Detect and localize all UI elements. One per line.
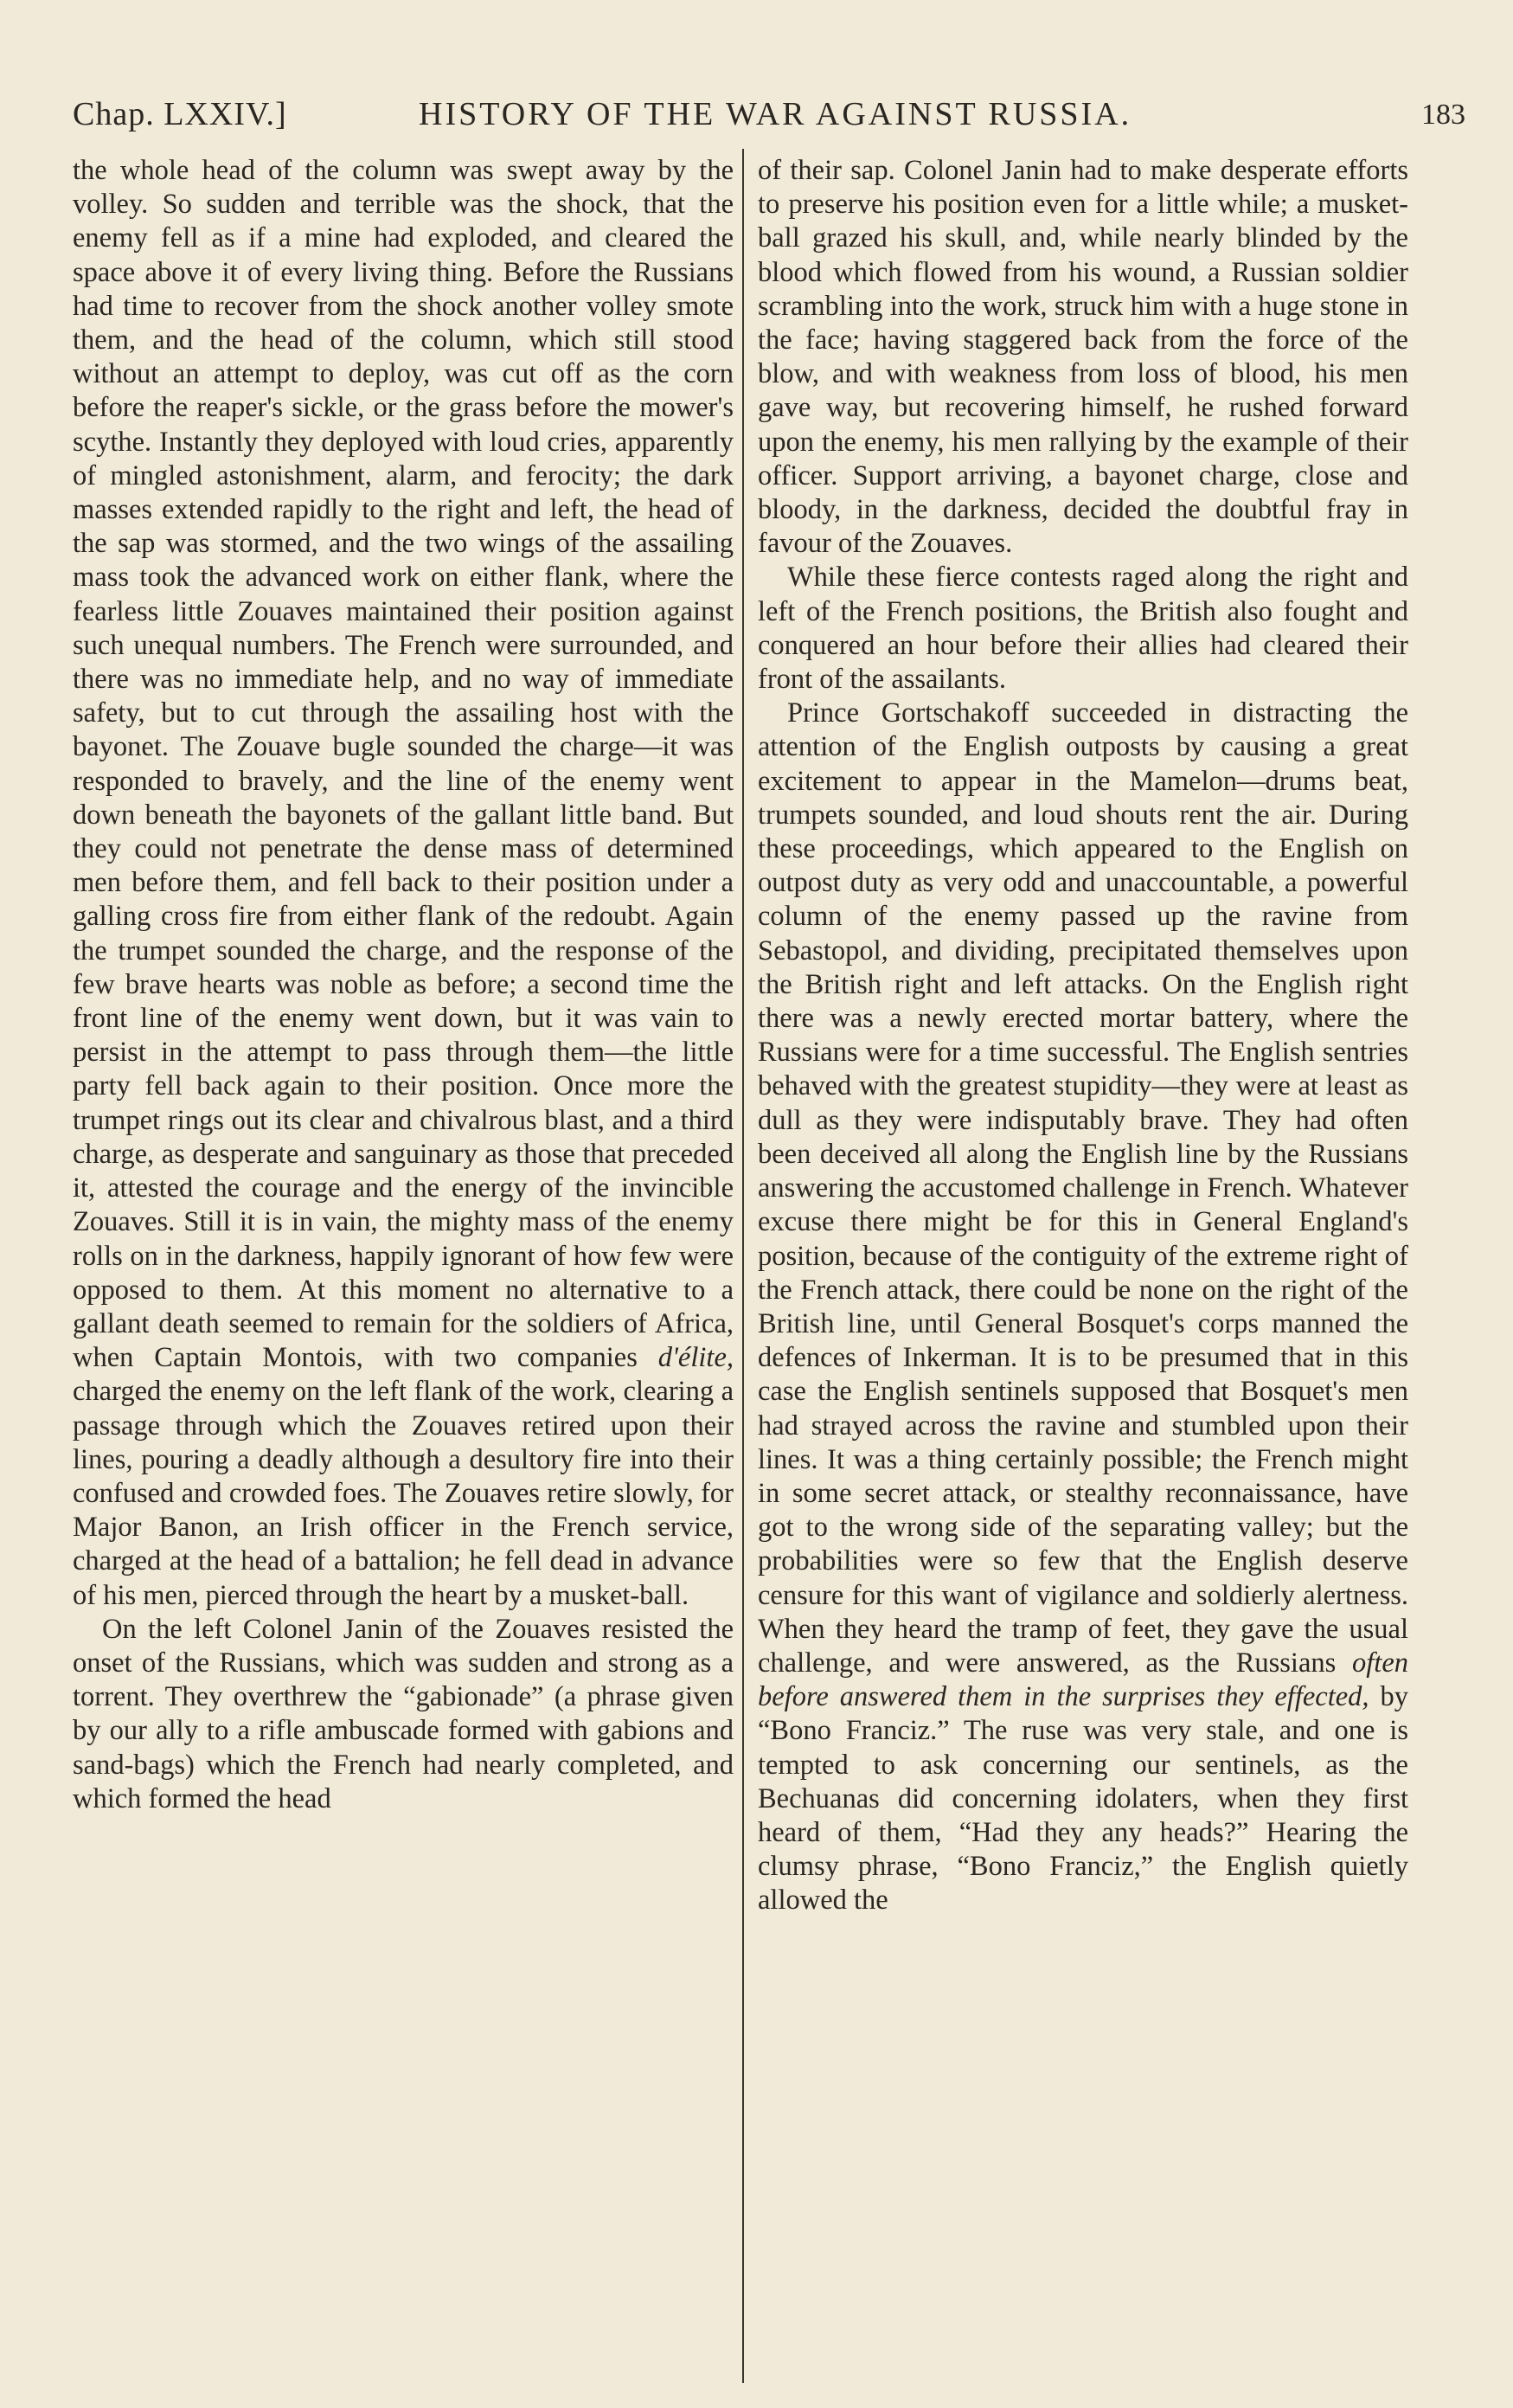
left-column xyxy=(73,154,734,1816)
chapter-label: Chap. LXXIV.] xyxy=(73,96,287,132)
page-number: 183 xyxy=(1421,99,1465,131)
left-p1-cont: charged the enemy on the left flank of the work, clearing a passage through which the Zouaves retired upon their lines, pouring a deadly although a desultory fire into their confused and crowded foes. The Zouaves retire slowly, for Major Banon, an Irish officer in the French service, charged at the head of a battalion; he fell dead in advance of his men, pierced through the heart by a musket-ball. xyxy=(73,1376,734,1611)
right-column xyxy=(758,154,1408,1918)
left-p1-italic: d'élite, xyxy=(657,1342,734,1374)
left-paragraph-2: On the left Colonel Janin of the Zouaves resisted the onset of the Russians, which was sudden and strong as a torrent. They overthrew the “gabionade” (a phrase given by our ally to a rifle ambuscade formed with gabions and sand-bags) which the French had nearly completed, and which formed the head xyxy=(73,1613,734,1814)
right-p3-text: Prince Gortschakoff succeeded in distracting the attention of the English outposts by causing a great excitement to appear in the Mamelon—drums beat, trumpets sounded, and loud shouts rent the air. During these proceedings, which appeared to the English on outpost duty as very odd and unaccountable, a powerful column of the enemy passed up the ravine from Sebastopol, and dividing, precipitated themselves upon the British right and left attacks. On the English right there was a newly erected mortar battery, where the Russians were for a time successful. The English sentries behaved with the greatest stupidity—they were at least as dull as they were indisputably brave. They had often been deceived all along the English line by the Russians answering the accustomed challenge in French. Whatever excuse there might be for this in General England's position, because of the contiguity of the extreme right of the French attack, there could be none on the right of the British line, until General Bosquet's corps manned the defences of Inkerman. It is to be presumed that in this case the English sentinels supposed that Bosquet's men had strayed across the ravine and stumbled upon their lines. It was a thing certainly possible; the French might in some secret attack, or stealthy reconnaissance, have got to the wrong side of the separating valley; but the probabilities were so few that the English deserve censure for this want of vigilance and soldierly alertness. When they heard the tramp of feet, they gave the usual challenge, and were answered, as the Russians xyxy=(758,697,1408,1679)
page-header xyxy=(73,95,1465,147)
right-paragraph-3 xyxy=(758,697,1408,1917)
right-paragraph-2: While these fierce contests raged along the right and left of the French positions, the British also fought and conquered an hour before their allies had cleared their front of the assailants. xyxy=(758,562,1408,696)
right-p3-cont: by “Bono Franciz.” The ruse was very stale, and one is tempted to ask concerning our sentinels, as the Bechuanas did concerning idolaters, when they first heard of them, “Had they any heads?” Hearing the clumsy phrase, “Bono Franciz,” the English quietly allowed the xyxy=(758,1681,1409,1917)
left-p1-text: the whole head of the column was swept away by the volley. So sudden and terrible was the shock, that the enemy fell as if a mine had exploded, and cleared the space above it of every living thing. Before the Russians had time to recover from the shock another volley smote them, and the head of the column, which still stood without an attempt to deploy, was cut off as the corn before the reaper's sickle, or the grass before the mower's scythe. Instantly they deployed with loud cries, apparently of mingled astonishment, alarm, and ferocity; the dark masses extended rapidly to the right and left, the head of the sap was stormed, and the two wings of the assailing mass took the advanced work on either flank, where the fearless little Zouaves maintained their position against such unequal numbers. The French were surrounded, and there was no immediate help, and no way of immediate safety, but to cut through the assailing host with the bayonet. The Zouave bugle sounded the charge—it was responded to bravely, and the line of the enemy went down beneath the bayonets of the gallant little band. But they could not penetrate the dense mass of determined men before them, and fell back to their position under a galling cross fire from either flank of the redoubt. Again the trumpet sounded the charge, and the response of the few brave hearts was noble as before; a second time the front line of the enemy went down, but it was vain to persist in the attempt to pass through them—the little party fell back again to their position. Once more the trumpet rings out its clear and chivalrous blast, and a third charge, as desperate and sanguinary as those that preceded it, attested the courage and the energy of the invincible Zouaves. Still it is in vain, the mighty mass of the enemy rolls on in the darkness, happily ignorant of how few were opposed to them. At this moment no alternative to a gallant death seemed to remain for the soldiers of Africa, when Captain Montois, with two companies xyxy=(73,155,734,1374)
right-p3-italic: often before answered them in the surprises they effected, xyxy=(758,1647,1408,1713)
left-paragraph-1 xyxy=(73,154,734,1613)
running-title: HISTORY OF THE WAR AGAINST RUSSIA. xyxy=(419,96,1132,132)
column-divider xyxy=(742,149,744,2383)
right-paragraph-1: of their sap. Colonel Janin had to make desperate efforts to preserve his position even for a little while; a musket-ball grazed his skull, and, while nearly blinded by the blood which flowed from his wound, a Russian soldier scrambling into the work, struck him with a huge stone in the face; having staggered back from the force of the blow, and with weakness from loss of blood, his men gave way, but recovering himself, he rushed forward upon the enemy, his men rallying by the example of their officer. Support arriving, a bayonet charge, close and bloody, in the darkness, decided the doubtful fray in favour of the Zouaves. xyxy=(758,155,1408,560)
